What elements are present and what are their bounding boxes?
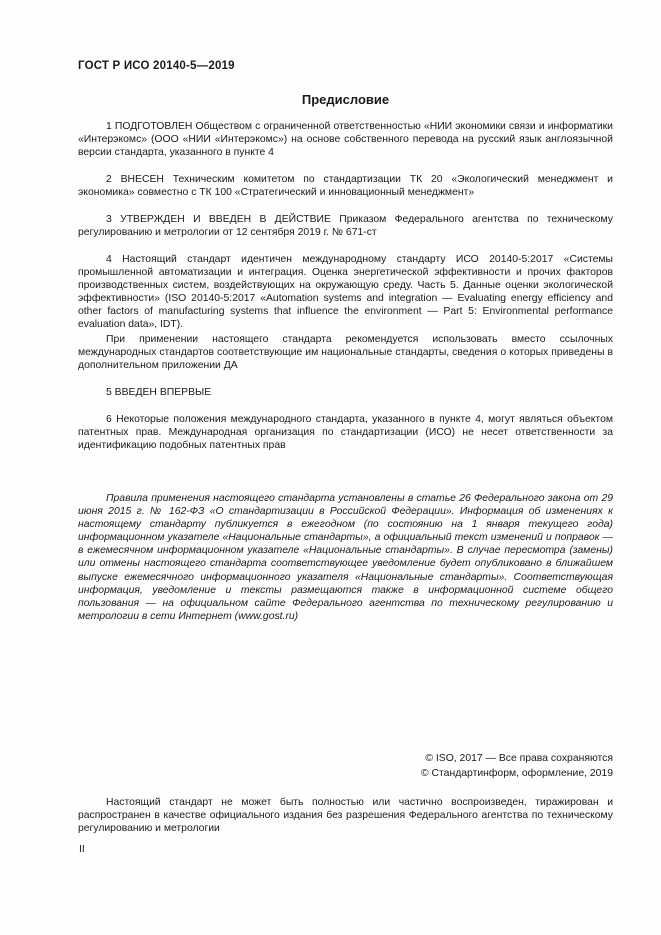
document-code-header: ГОСТ Р ИСО 20140-5—2019 [78,60,235,72]
copyright-standartinform: © Стандартинформ, оформление, 2019 [420,768,613,779]
paragraph-4-note: При применении настоящего стандарта рекомендуется использовать вместо ссылочных международных стандартов соответствующие им национальные стандарты, сведения о которых приведены в дополнительном приложении ДА [78,334,613,372]
paragraph-3: 3 УТВЕРЖДЕН И ВВЕДЕН В ДЕЙСТВИЕ Приказом Федерального агентства по техническому регулированию и метрологии от 12 сентября 2019 г. № 671-ст [78,214,613,239]
paragraph-2: 2 ВНЕСЕН Техническим комитетом по стандартизации ТК 20 «Экологический менеджмент и экономика» совместно с ТК 100 «Стратегический и инновационный менеджмент» [78,174,613,199]
reproduction-notice: Настоящий стандарт не может быть полностью или частично воспроизведен, тиражирован и распространен в качестве официального издания без разрешения Федерального агентства по техническому регулированию и метрологии [78,797,613,835]
paragraph-5: 5 ВВЕДЕН ВПЕРВЫЕ [106,387,212,398]
copyright-iso: © ISO, 2017 — Все права сохраняются [425,753,613,764]
page-number: II [79,844,85,855]
paragraph-1: 1 ПОДГОТОВЛЕН Обществом с ограниченной ответственностью «НИИ экономики связи и информатики «Интерэкомс» (ООО «НИИ «Интерэкомс») на основе собственного перевода на русский язык англоязычной версии стандарта, указанного в пункте 4 [78,121,613,159]
page-title: Предисловие [301,92,390,107]
paragraph-4: 4 Настоящий стандарт идентичен международному стандарту ИСО 20140-5:2017 «Системы промышленной автоматизации и интеграция. Оценка энергетической эффективности и прочих факторов производственных систем, воздействующих на окружающую среду. Часть 5. Данные оценки экологической эффективности» (ISO 20140-5:2017 «Automation systems and integration — Evaluating energy efficiency and other factors of manufacturing systems that influence the environment — Part 5: Environmental performance evaluation data», IDT). [78,254,613,331]
rules-of-application-note: Правила применения настоящего стандарта установлены в статье 26 Федерального закона от 29 июня 2015 г. № 162-ФЗ «О стандартизации в Российской Федерации». Информация об изменениях к настоящему стандарту публикуется в ежегодном (по состоянию на 1 января текущего года) информационном указателе «Национальные стандарты», а официальный текст изменений и поправок — в ежемесячном информационном указателе «Национальные стандарты». В случае пересмотра (замены) или отмены настоящего стандарта соответствующее уведомление будет опубликовано в ближайшем выпуске ежемесячного информационного указателя «Национальные стандарты». Соответствующая информация, уведомление и тексты размещаются также в информационной системе общего пользования — на официальном сайте Федерального агентства по техническому регулированию и метрологии в сети Интернет (www.gost.ru) [78,493,613,622]
paragraph-6: 6 Некоторые положения международного стандарта, указанного в пункте 4, могут являться объектом патентных прав. Международная организация по стандартизации (ИСО) не несет ответственности за идентификацию подобных патентных прав [78,414,613,452]
